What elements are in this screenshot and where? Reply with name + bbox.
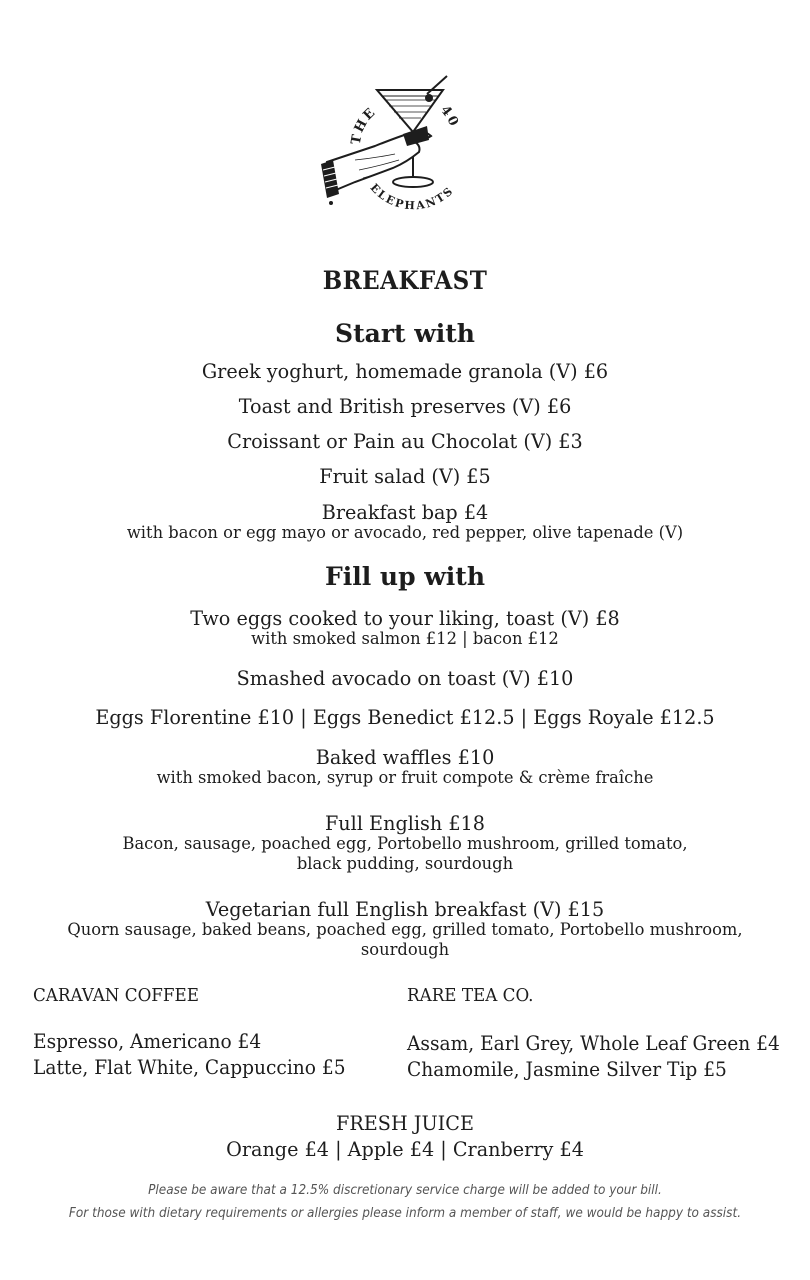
menu-item-description: with smoked bacon, syrup or fruit compote & crème fraîche bbox=[156, 768, 654, 788]
menu-item: Full English £18 bbox=[324, 811, 485, 835]
juice-items: Orange £4 | Apple £4 | Cranberry £4 bbox=[226, 1137, 584, 1161]
service-charge-note: Please be aware that a 12.5% discretionary service charge will be added to your bill. bbox=[148, 1183, 662, 1198]
menu-item: Greek yoghurt, homemade granola (V) £6 bbox=[201, 359, 609, 383]
menu-item-description: Bacon, sausage, poached egg, Portobello mushroom, grilled tomato, bbox=[122, 834, 688, 854]
coffee-item: Espresso, Americano £4 bbox=[33, 1029, 262, 1053]
logo-bottom-text: ELEPHANTS bbox=[367, 181, 457, 213]
svg-text:40 bbox=[437, 103, 462, 130]
menu-item: Breakfast bap £4 bbox=[321, 500, 489, 524]
menu-item: Croissant or Pain au Chocolat (V) £3 bbox=[227, 429, 583, 453]
coffee-heading: CARAVAN COFFEE bbox=[33, 985, 199, 1006]
logo-top-text: THE bbox=[348, 104, 380, 146]
section-heading-start-with: Start with bbox=[335, 319, 475, 348]
menu-item-description: with bacon or egg mayo or avocado, red pepper, olive tapenade (V) bbox=[126, 523, 684, 543]
menu-item: Baked waffles £10 bbox=[315, 745, 495, 769]
menu-item: Two eggs cooked to your liking, toast (V) £8 bbox=[190, 606, 620, 630]
menu-item: Smashed avocado on toast (V) £10 bbox=[236, 666, 574, 690]
juice-heading: FRESH JUICE bbox=[336, 1111, 474, 1135]
menu-item-description: black pudding, sourdough bbox=[296, 854, 514, 874]
menu-item-description: Quorn sausage, baked beans, poached egg, grilled tomato, Portobello mushroom, bbox=[67, 920, 743, 940]
menu-item: Toast and British preserves (V) £6 bbox=[238, 394, 572, 418]
tea-item: Assam, Earl Grey, Whole Leaf Green £4 bbox=[407, 1031, 780, 1055]
logo-number: 40 bbox=[437, 103, 462, 131]
svg-text:ELEPHANTS bbox=[368, 181, 457, 212]
menu-item: Fruit salad (V) £5 bbox=[319, 464, 491, 488]
menu-item-description: with smoked salmon £12 | bacon £12 bbox=[251, 629, 559, 649]
menu-item: Eggs Florentine £10 | Eggs Benedict £12.5 | Eggs Royale £12.5 bbox=[95, 705, 715, 729]
section-heading-fill-up-with: Fill up with bbox=[324, 562, 486, 591]
hand-holding-martini-icon bbox=[315, 70, 475, 225]
svg-text:THE bbox=[349, 104, 380, 145]
menu-title: BREAKFAST bbox=[322, 266, 488, 295]
coffee-item: Latte, Flat White, Cappuccino £5 bbox=[33, 1055, 346, 1079]
menu-item-description: sourdough bbox=[360, 940, 450, 960]
tea-item: Chamomile, Jasmine Silver Tip £5 bbox=[407, 1057, 727, 1081]
menu-item: Vegetarian full English breakfast (V) £15 bbox=[205, 897, 605, 921]
tea-heading: RARE TEA CO. bbox=[407, 985, 534, 1006]
allergy-note: For those with dietary requirements or allergies please inform a member of staff, we would be happy to assist. bbox=[68, 1206, 742, 1221]
